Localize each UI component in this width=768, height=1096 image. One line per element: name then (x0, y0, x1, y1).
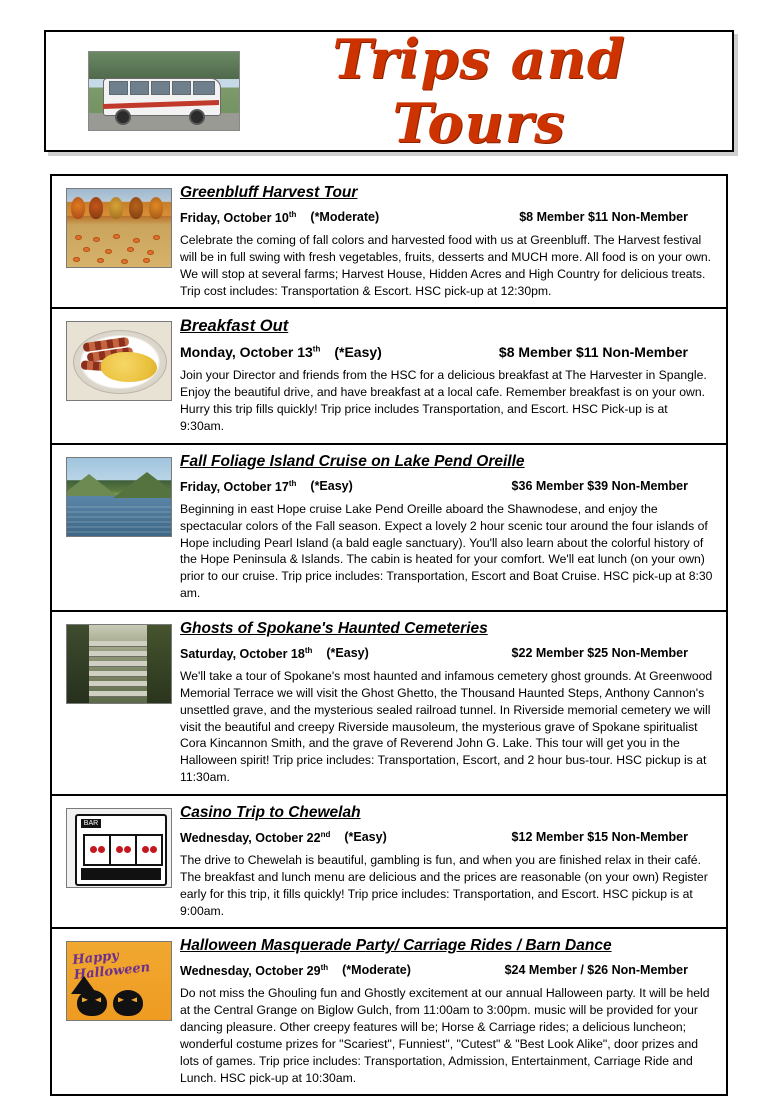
bus-window-icon (151, 81, 170, 95)
list-item (52, 445, 726, 612)
trip-meta (180, 646, 714, 661)
trip-meta (180, 479, 714, 494)
trip-thumbnail-wrap (58, 618, 180, 786)
trip-body (180, 315, 720, 434)
trip-price: $8 Member $11 Non-Member (519, 210, 688, 224)
breakfast-plate-photo (66, 321, 172, 401)
trip-thumbnail-wrap (58, 182, 180, 299)
trip-date: Friday, October 17th (180, 478, 297, 494)
trip-price: $36 Member $39 Non-Member (511, 478, 688, 493)
slot-machine-graphic: BAR (66, 808, 172, 888)
trip-price: $22 Member $25 Non-Member (511, 645, 688, 660)
trip-difficulty: (*Easy) (310, 478, 353, 493)
trip-title: Fall Foliage Island Cruise on Lake Pend Oreille (180, 452, 525, 470)
trip-price: $24 Member / $26 Non-Member (504, 963, 688, 978)
trip-date: Friday, October 10th (180, 210, 297, 226)
trip-title: Breakfast Out (180, 317, 289, 336)
trip-meta (180, 344, 714, 360)
trip-description: Celebrate the coming of fall colors and harvested food with us at Greenbluff. The Harvest festival will be in full swing with fresh vegetables, fruits, desserts and MUCH more. All food is on your own. We will stop at several farms; Harvest House, Hidden Acres and High Country for delicious treats. Trip cost includes: Transportation & Escort. HSC pick-up at 12:30pm. (180, 233, 712, 298)
trip-title: Casino Trip to Chewelah (180, 803, 361, 821)
trip-thumbnail-wrap (58, 451, 180, 602)
trip-price: $8 Member $11 Non-Member (498, 344, 688, 361)
bus-photo (88, 51, 240, 131)
bus-wheel-icon (189, 109, 205, 125)
list-item (52, 929, 726, 1094)
trip-description: The drive to Chewelah is beautiful, gambling is fun, and when you are finished relax in their café. The breakfast and lunch menu are delicious and the prices are reasonable (on your own) Register early for this trip, it fills quickly! Trip price includes: Transportation, and Escort. HSC pickup is at 9:00am. (180, 853, 708, 918)
trip-thumbnail-wrap (58, 802, 180, 919)
trip-date: Wednesday, October 29th (180, 963, 329, 979)
halloween-graphic-text: Happy Halloween (71, 948, 151, 984)
trip-difficulty: (*Moderate) (342, 963, 411, 978)
trip-description: Do not miss the Ghouling fun and Ghostly excitement at our annual Halloween party. It will be held at the Central Grange on Biglow Gulch, from 11:00am to 3:00pm. music will be provided for your dancing pleasure. Other creepy features will be; Horse & Carriage rides; a delicious luncheon; wonderful costume prizes for "Scariest", Funniest", "Cutest" & "Best Look Alike", door prizes and lots of games. Trip price includes: Transportation, Admission, Entertainment, Carriage Ride and Lunch. HSC pick-up at 10:30am. (180, 986, 710, 1085)
trip-body (180, 451, 720, 602)
trip-title: Greenbluff Harvest Tour (180, 184, 358, 201)
trip-date: Monday, October 13th (180, 344, 321, 361)
trip-date: Wednesday, October 22nd (180, 829, 331, 846)
trip-body (180, 182, 720, 299)
bus-window-icon (172, 81, 191, 95)
trip-price: $12 Member $15 Non-Member (511, 829, 688, 844)
treeline-decoration (89, 52, 239, 79)
trip-description: We'll take a tour of Spokane's most haunted and infamous cemetery ghost grounds. At Greenwood Memorial Terrace we will visit the Ghost Ghetto, the Thousand Haunted Steps, Anthony Cannon's unsettled grave, and the mysterious sealed railroad tunnel. In Riverside memorial cemetery we will visit the beautiful and creepy Riverside mausoleum, the mysterious grave of Spokane spiritualist Cora Kincannon Smith, and the grave of Reverend John G. Lake. This tour will get you in the Halloween spirit! Trip price includes: Transportation, Escort, and 2 hour bus-tour. HSC pickup is at 11:30am. (180, 669, 713, 785)
pumpkin-field-photo (66, 188, 172, 268)
trip-thumbnail-wrap (58, 315, 180, 434)
trip-title: Ghosts of Spokane's Haunted Cemeteries (180, 619, 488, 637)
trip-body (180, 935, 720, 1086)
lake-shoreline-photo (66, 457, 172, 537)
list-item (52, 176, 726, 309)
bus-window-icon (109, 81, 128, 95)
trip-difficulty: (*Easy) (334, 344, 382, 361)
trip-title: Halloween Masquerade Party/ Carriage Rides / Barn Dance (180, 937, 612, 955)
stone-steps-photo (66, 624, 172, 704)
bus-wheel-icon (115, 109, 131, 125)
trip-thumbnail-wrap (58, 935, 180, 1086)
trip-body (180, 802, 720, 919)
trip-difficulty: (*Moderate) (310, 210, 380, 224)
bus-window-icon (193, 81, 215, 95)
trip-description: Beginning in east Hope cruise Lake Pend Oreille aboard the Shawnodese, and enjoy the spectacular colors of the Fall season. Expect a lovely 2 hour scenic tour around the four islands of Hope including Pearl Island (a bald eagle sanctuary). You'll also learn about the colorful history of the Hope Peninsula & Islands. The cabin is heated for your comfort. We'll eat lunch (on your own) prior to our cruise. Trip price includes: Transportation, Escort and Boat Cruise. HSC pick-up at 8:30 am. (180, 501, 713, 601)
happy-halloween-graphic (66, 941, 172, 1021)
trip-meta (180, 210, 714, 225)
page-title: Trips and Tours (332, 27, 626, 155)
list-item (52, 612, 726, 796)
list-item (52, 309, 726, 444)
trip-meta (180, 963, 714, 978)
list-item (52, 796, 726, 929)
trip-description: Join your Director and friends from the HSC for a delicious breakfast at The Harvester in Spangle. Enjoy the beautiful drive, and have breakfast at a local cafe. Remember breakfast is on your own. Hurry this trip fills quickly! Trip price includes Transportation, and Escort. HSC Pick-up is at 9:30am. (180, 368, 707, 433)
trip-body (180, 618, 720, 786)
trip-difficulty: (*Easy) (326, 645, 369, 660)
trip-meta (180, 830, 714, 845)
trips-list (50, 174, 728, 1096)
trip-difficulty: (*Easy) (344, 829, 387, 844)
bus-window-icon (130, 81, 149, 95)
trip-date: Saturday, October 18th (180, 645, 313, 662)
document-header (44, 27, 734, 155)
